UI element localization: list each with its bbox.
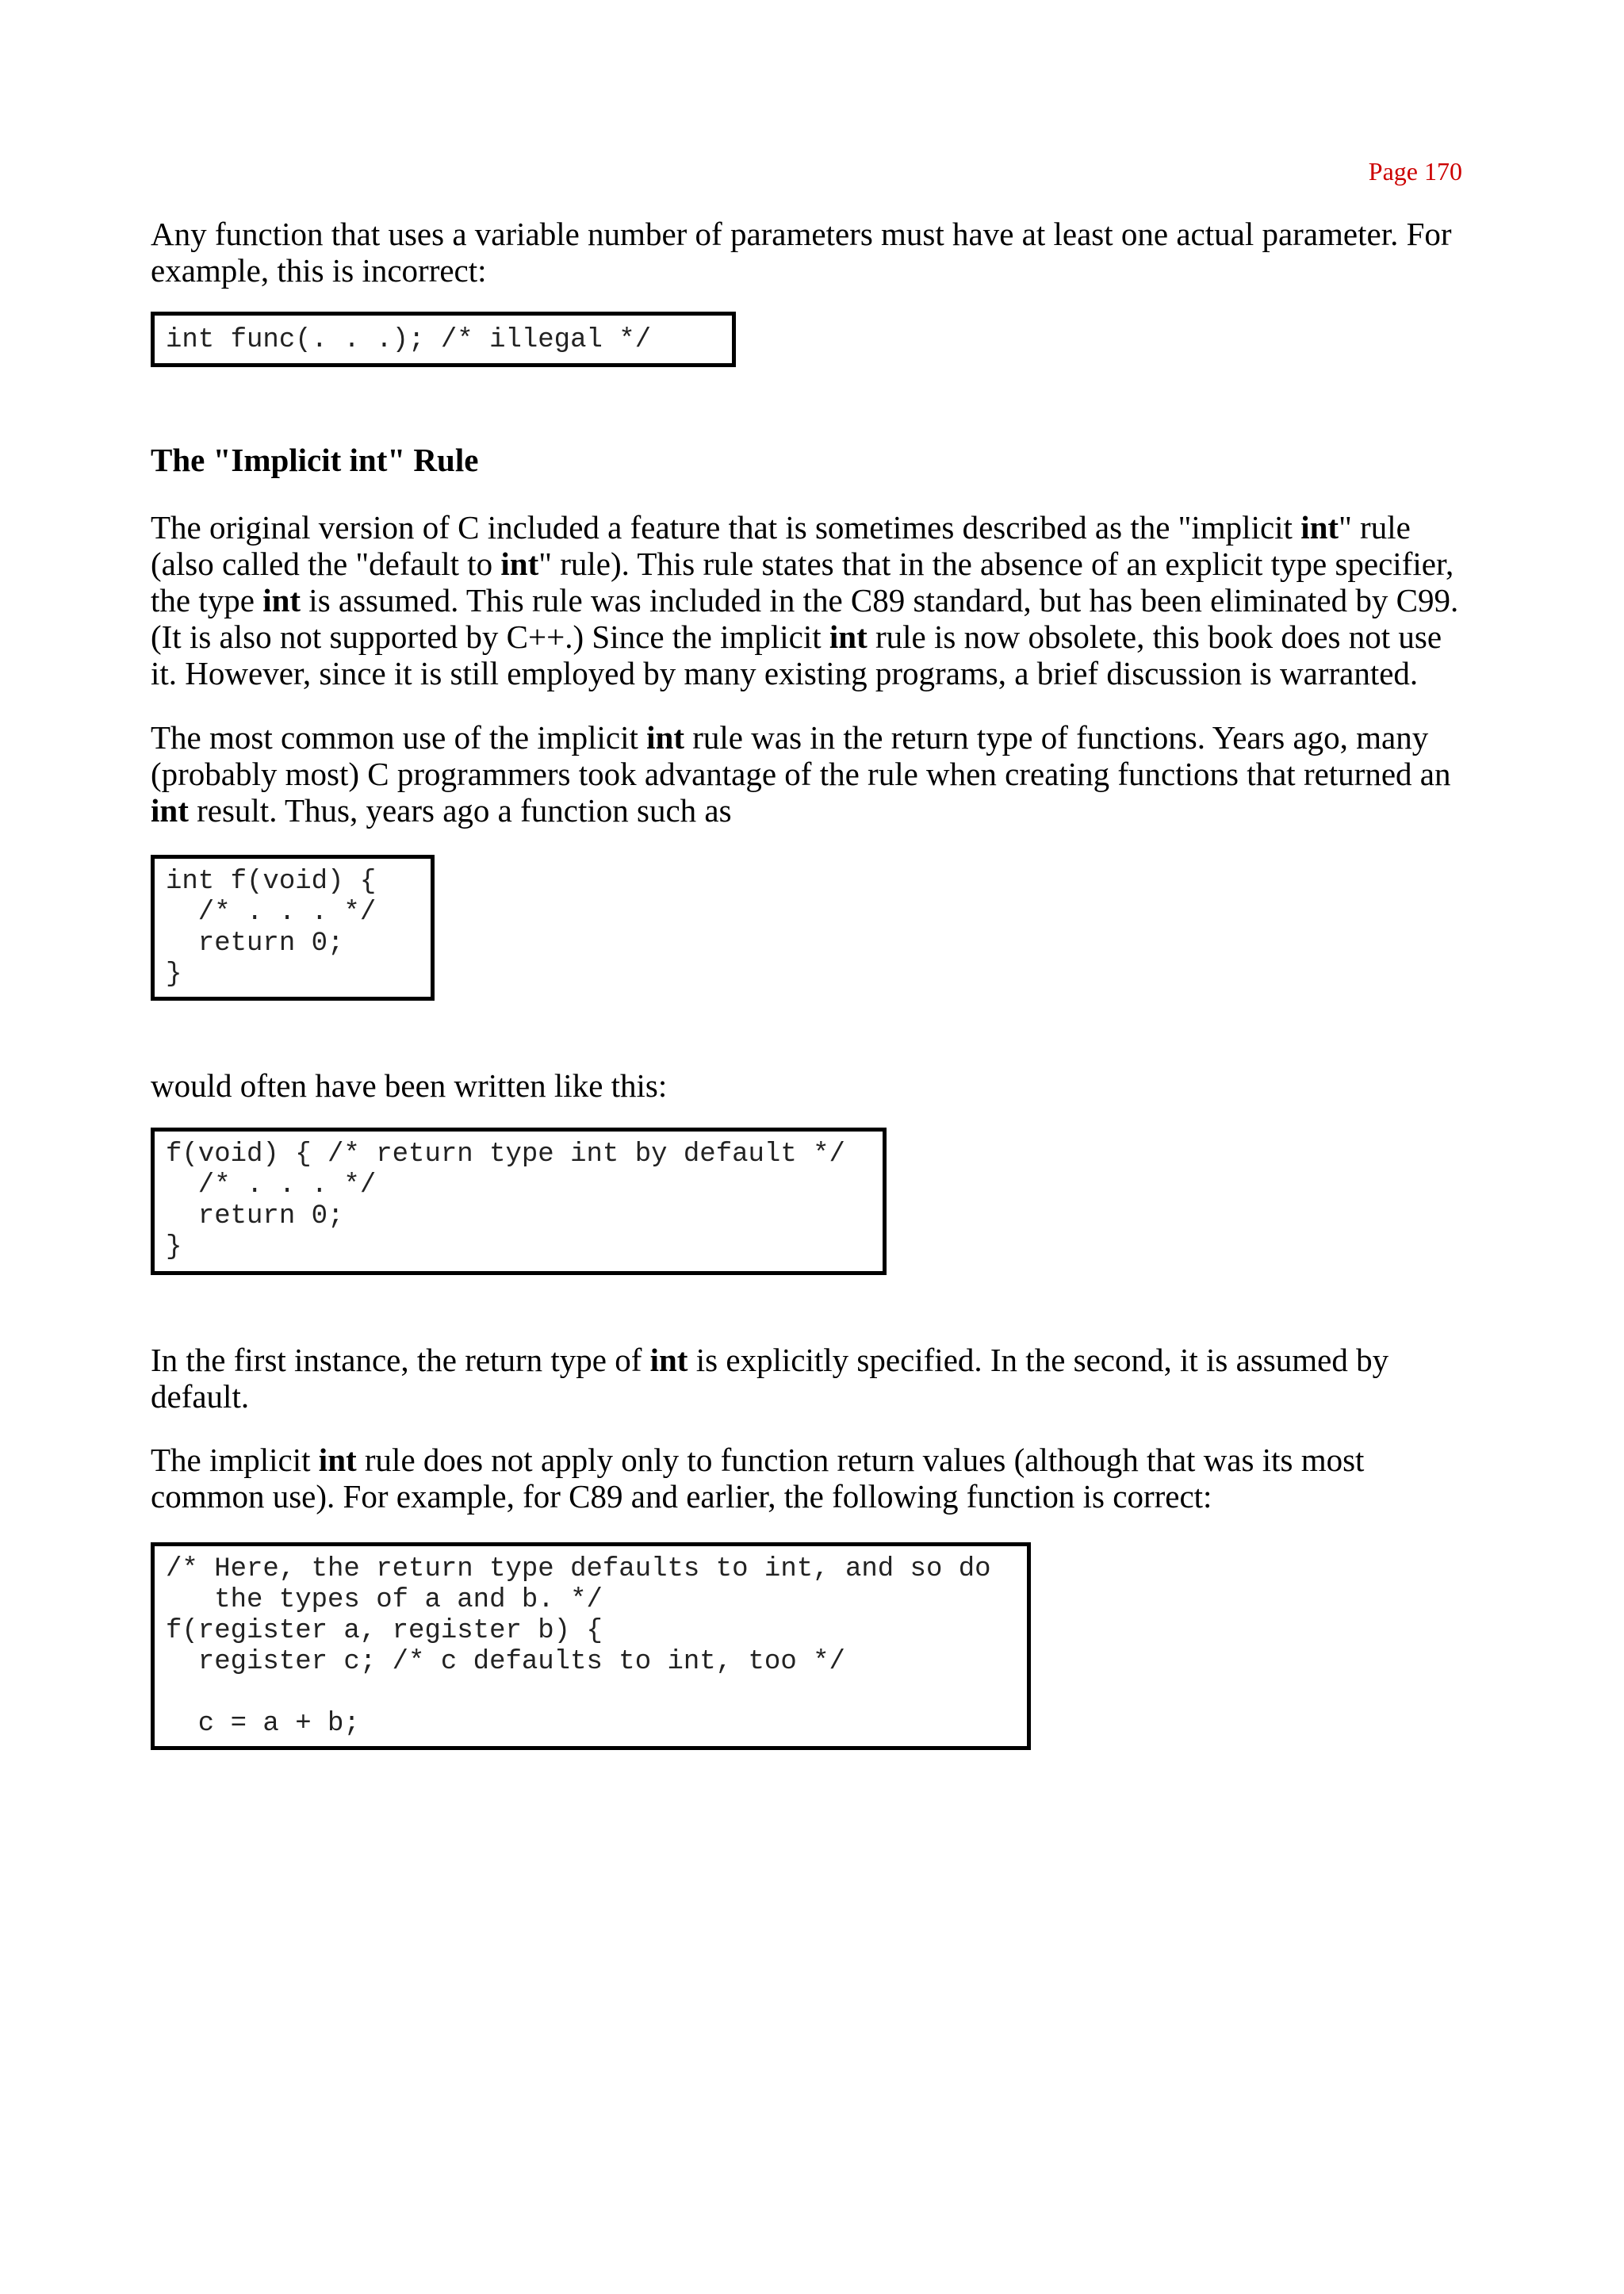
- text-line: example, this is incorrect:: [151, 252, 487, 289]
- text-line: The most common use of the implicit: [151, 719, 647, 756]
- text-line: (probably most) C programmers took advantage of the rule when creating functions that returned an: [151, 756, 1451, 792]
- text-line: (also called the "default to: [151, 546, 501, 582]
- keyword-int: int: [829, 618, 868, 655]
- text-line: result. Thus, years ago a function such as: [188, 792, 732, 829]
- text-line: the type: [151, 582, 263, 618]
- text-line: " rule). This rule states that in the absence of an explicit type specifier,: [538, 546, 1454, 582]
- code-line: /* . . . */: [166, 1170, 377, 1201]
- paragraph-implicit-int-intro: [151, 509, 1467, 691]
- text-line: it. However, since it is still employed by many existing programs, a brief discussion is warranted.: [151, 655, 1419, 691]
- code-block-explicit-int: [151, 855, 435, 1001]
- text-line: is explicitly specified. In the second, it is assumed by: [688, 1342, 1389, 1378]
- code-line: }: [166, 959, 182, 990]
- text-line: common use). For example, for C89 and earlier, the following function is correct:: [151, 1478, 1212, 1515]
- text-line: would often have been written like this:: [151, 1067, 668, 1104]
- keyword-int: int: [262, 582, 301, 618]
- section-heading: The "Implicit int" Rule: [151, 442, 479, 478]
- code-line: return 0;: [166, 929, 344, 959]
- keyword-int: int: [318, 1442, 357, 1478]
- keyword-int: int: [1300, 509, 1339, 546]
- text-line: rule was in the return type of functions. Years ago, many: [684, 719, 1429, 756]
- text-line: The original version of C included a feature that is sometimes described as the "implicit: [151, 509, 1301, 546]
- paragraph-written-like: [151, 1067, 1467, 1104]
- code-line: register c; /* c defaults to int, too */: [166, 1647, 845, 1677]
- code-line: return 0;: [166, 1201, 344, 1231]
- code-line: /* . . . */: [166, 898, 377, 928]
- code-line: f(void) { /* return type int by default */: [166, 1139, 845, 1170]
- text-line: default.: [151, 1378, 250, 1415]
- code-line: /* Here, the return type defaults to int, and so do: [166, 1554, 991, 1584]
- code-line: f(register a, register b) {: [166, 1616, 603, 1646]
- keyword-int: int: [151, 792, 189, 829]
- code-block-register-example: [151, 1542, 1031, 1750]
- code-line: c = a + b;: [166, 1709, 360, 1739]
- code-block-implicit-int: [151, 1128, 887, 1275]
- text-line: " rule: [1339, 509, 1411, 546]
- text-line: The implicit: [151, 1442, 319, 1478]
- page-number: Page 170: [1368, 157, 1462, 186]
- paragraph-common-use: [151, 719, 1467, 829]
- paragraph-other-uses: [151, 1442, 1467, 1515]
- code-line: [166, 1678, 1016, 1709]
- keyword-int: int: [649, 1342, 688, 1378]
- text-line: rule does not apply only to function return values (although that was its most: [356, 1442, 1365, 1478]
- code-block-illegal: [151, 312, 736, 367]
- text-line: In the first instance, the return type of: [151, 1342, 650, 1378]
- text-line: is assumed. This rule was included in the C89 standard, but has been eliminated by C99.: [301, 582, 1459, 618]
- code-line: int f(void) {: [166, 867, 377, 897]
- paragraph-first-instance: [151, 1342, 1467, 1415]
- keyword-int: int: [500, 546, 539, 582]
- code-line: the types of a and b. */: [166, 1585, 603, 1615]
- code-line: }: [166, 1232, 182, 1262]
- text-line: (It is also not supported by C++.) Since the implicit: [151, 618, 829, 655]
- text-line: rule is now obsolete, this book does not use: [867, 618, 1442, 655]
- keyword-int: int: [646, 719, 685, 756]
- code-line: int func(. . .); /* illegal */: [166, 325, 652, 355]
- intro-paragraph: [151, 216, 1467, 289]
- text-line: Any function that uses a variable number of parameters must have at least one actual parameter. For: [151, 216, 1452, 252]
